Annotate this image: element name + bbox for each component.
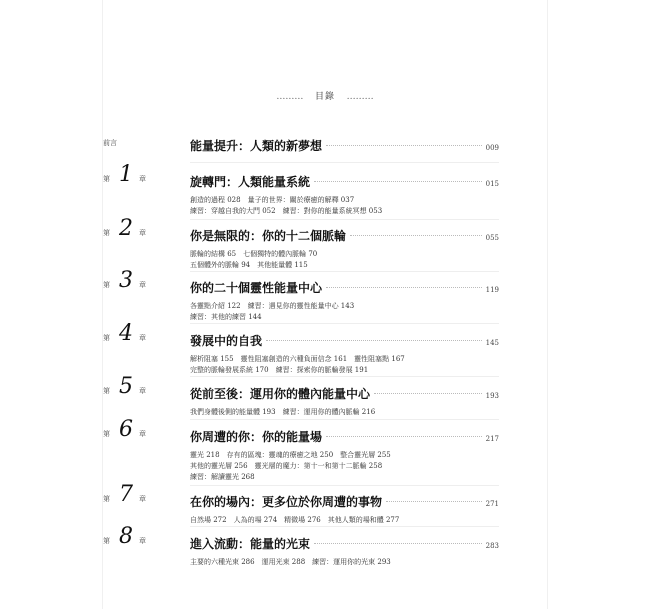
- preface-entry: [103, 137, 499, 154]
- dot-leader: [314, 181, 482, 182]
- dot-leader: [350, 235, 482, 236]
- chapter-number: 5: [119, 374, 133, 399]
- chapter-page: 145: [485, 339, 499, 347]
- toc-heading: [103, 89, 547, 102]
- chapter-page: 217: [485, 435, 499, 443]
- subsection-line: 靈光 218 存有的區塊：靈魂的療癒之地 250 整合靈光層 255: [190, 451, 391, 459]
- chapter-heading: 在你的場內：更多位於你周遭的事物: [190, 495, 383, 509]
- chapter-suffix: 章: [139, 430, 146, 438]
- chapter-entry: [103, 524, 499, 568]
- chapter-number: 4: [119, 321, 133, 346]
- chapter-number: 8: [119, 524, 133, 549]
- preface-page: 009: [485, 144, 499, 152]
- divider: [190, 219, 499, 220]
- subsection-line: 自然場 272 人為的場 274 精微場 276 其他人類的場和體 277: [190, 516, 400, 524]
- dot-leader: [314, 543, 482, 544]
- chapter-prefix: 第: [103, 495, 110, 503]
- subsection-line: 完整的脈輪發展系統 170 練習：探索你的脈輪發展 191: [190, 366, 369, 374]
- chapter-subsections: [190, 249, 499, 271]
- subsection-line: 主要的六種光束 286 運用光束 288 練習：運用你的光束 293: [190, 558, 391, 566]
- chapter-subsections: [190, 354, 499, 376]
- divider: [190, 419, 499, 420]
- divider: [190, 271, 499, 272]
- preface-heading: 能量提升：人類的新夢想: [190, 139, 323, 153]
- title-dots-right: ………: [346, 92, 374, 102]
- subsection-line: 解析阻塞 155 靈性阻塞創造的六種負面信念 161 靈性阻塞點 167: [190, 355, 405, 363]
- chapter-subsections: [190, 450, 499, 483]
- toc-title: 目錄: [314, 92, 335, 102]
- book-page: [103, 0, 547, 609]
- chapter-entry: [103, 374, 499, 418]
- chapter-entry: [103, 216, 499, 271]
- subsection-line: 脈輪的結構 65 七個獨特的體內脈輪 70: [190, 250, 318, 258]
- chapter-subsections: [190, 195, 499, 217]
- chapter-page: 119: [485, 286, 499, 294]
- subsection-line: 各靈點介紹 122 練習：遇見你的靈性能量中心 143: [190, 302, 355, 310]
- chapter-suffix: 章: [139, 175, 146, 183]
- chapter-prefix: 第: [103, 281, 110, 289]
- chapter-suffix: 章: [139, 334, 146, 342]
- chapter-prefix: 第: [103, 430, 110, 438]
- subsection-line: 其他的靈光層 256 靈光層的魔力：第十一和第十二脈輪 258: [190, 462, 383, 470]
- title-dots-left: ………: [276, 92, 304, 102]
- dot-leader: [326, 145, 482, 146]
- chapter-entry: [103, 321, 499, 376]
- chapter-suffix: 章: [139, 229, 146, 237]
- chapter-heading: 發展中的自我: [190, 334, 263, 348]
- chapter-number: 2: [119, 216, 133, 241]
- divider: [190, 485, 499, 486]
- chapter-number: 6: [119, 417, 133, 442]
- chapter-prefix: 第: [103, 175, 110, 183]
- subsection-line: 五個體外的脈輪 94 其他能量體 115: [190, 261, 308, 269]
- chapter-number: 1: [119, 162, 133, 187]
- chapter-prefix: 第: [103, 334, 110, 342]
- subsection-line: 練習：解讀靈光 268: [190, 473, 255, 481]
- chapter-heading: 旋轉門：人類能量系統: [190, 175, 311, 189]
- dot-leader: [386, 501, 482, 502]
- chapter-page: 193: [485, 392, 499, 400]
- chapter-suffix: 章: [139, 537, 146, 545]
- chapter-suffix: 章: [139, 281, 146, 289]
- chapter-page: 271: [485, 500, 499, 508]
- chapter-subsections: [190, 557, 499, 568]
- chapter-heading: 進入流動：能量的光束: [190, 537, 311, 551]
- chapter-entry: [103, 268, 499, 323]
- divider: [190, 376, 499, 377]
- subsection-line: 我們身體後側的能量體 193 練習：運用你的體內脈輪 216: [190, 408, 376, 416]
- chapter-entry: [103, 482, 499, 526]
- chapter-subsections: [190, 407, 499, 418]
- divider: [190, 526, 499, 527]
- subsection-line: 創造的過程 028 量子的世界：關於療癒的解釋 037: [190, 196, 355, 204]
- chapter-heading: 你周遭的你：你的能量場: [190, 430, 323, 444]
- divider: [190, 162, 499, 163]
- chapter-heading: 你是無限的：你的十二個脈輪: [190, 229, 347, 243]
- chapter-number: 3: [119, 268, 133, 293]
- preface-label: 前言: [103, 139, 117, 147]
- divider: [190, 323, 499, 324]
- dot-leader: [374, 393, 482, 394]
- dot-leader: [326, 287, 482, 288]
- dot-leader: [326, 436, 482, 437]
- chapter-entry: [103, 162, 499, 217]
- dot-leader: [266, 340, 482, 341]
- chapter-entry: [103, 417, 499, 483]
- chapter-page: 055: [485, 234, 499, 242]
- chapter-suffix: 章: [139, 387, 146, 395]
- chapter-number: 7: [119, 482, 133, 507]
- chapter-page: 283: [485, 542, 499, 550]
- chapter-subsections: [190, 515, 499, 526]
- subsection-line: 練習：穿越自我的大門 052 練習：對你的能量系統冥想 053: [190, 207, 383, 215]
- chapter-prefix: 第: [103, 537, 110, 545]
- chapter-heading: 你的二十個靈性能量中心: [190, 281, 323, 295]
- chapter-page: 015: [485, 180, 499, 188]
- chapter-subsections: [190, 301, 499, 323]
- chapter-prefix: 第: [103, 387, 110, 395]
- chapter-heading: 從前至後：運用你的體內能量中心: [190, 387, 371, 401]
- chapter-prefix: 第: [103, 229, 110, 237]
- chapter-suffix: 章: [139, 495, 146, 503]
- subsection-line: 練習：其他的練習 144: [190, 313, 262, 321]
